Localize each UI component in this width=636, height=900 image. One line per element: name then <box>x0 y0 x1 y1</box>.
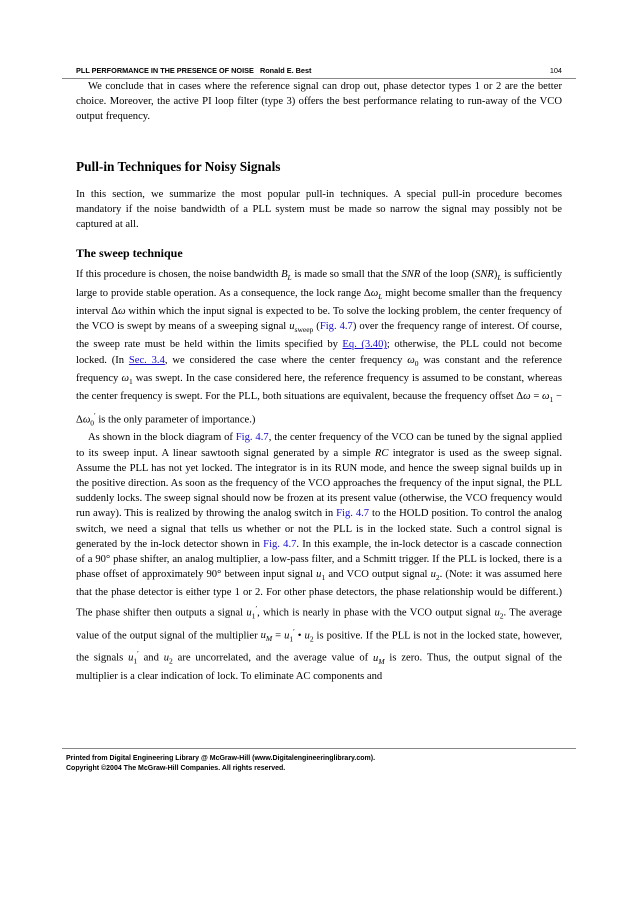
section-paragraph: In this section, we summarize the most popular pull-in techniques. A special pull-in procedure becomes mandatory if the noise bandwidth of a PLL system must be made so narrow the signal may possibly not be captured at all. <box>76 188 562 231</box>
footer <box>66 754 566 773</box>
eq-3-40-link[interactable]: Eq. (3.40) <box>342 339 387 351</box>
intro-paragraph: We conclude that in cases where the reference signal can drop out, phase detector types 1 or 2 are the better choice. Moreover, the active PI loop filter (type 3) offers the best performance relating to run-away of the VCO output frequency. <box>76 81 562 123</box>
fig-4-7-link-2[interactable]: Fig. 4.7 <box>235 432 269 444</box>
page-number: 104 <box>549 66 562 75</box>
sec-3-4-link[interactable]: Sec. 3.4 <box>128 354 165 366</box>
header-author: Ronald E. Best <box>259 66 312 75</box>
section-heading: Pull-in Techniques for Noisy Signals <box>76 158 281 174</box>
running-header <box>76 66 562 78</box>
fig-4-7-link[interactable]: Fig. 4.7 <box>319 321 353 333</box>
footer-line-2: Copyright ©2004 The McGraw-Hill Companies. All rights reserved. <box>66 764 286 772</box>
fig-4-7-link-3[interactable]: Fig. 4.7 <box>336 508 370 520</box>
body-text <box>76 79 562 684</box>
header-title <box>76 66 311 75</box>
footer-rule <box>62 748 576 749</box>
subsection-heading: The sweep technique <box>76 246 183 261</box>
header-title-text: PLL PERFORMANCE IN THE PRESENCE OF NOISE <box>76 66 254 75</box>
sweep-paragraph-2: As shown in the block diagram of Fig. 4.7, the center frequency of the VCO can be tuned by the signal applied to its sweep input. A linear sawtooth signal generated by a simple RC integrator is used as the sweep signal. Assume the PLL has not yet locked. The integrator is in its RUN mode, and hence the sweep signal builds up in the positive direction. As soon as the frequency of the VCO approaches the frequency of the input signal, the PLL suddenly locks. The sweep signal should now be frozen at its present value (otherwise, the VCO frequency would run away). This is realized by throwing the analog switch in Fig. 4.7 to the HOLD position. To control the analog switch, we need a signal that tells us whether or not the PLL is in the locked state. Such a control signal is generated by the in-lock detector shown in Fig. 4.7. In this example, the in-lock detector is a cascade connection of a 90° phase shifter, an analog multiplier, a low-pass filter, and a Schmitt trigger. If the PLL is locked, there is a phase offset of approximately 90° between input signal $u_1$ and VCO output signal $u_2$. (Note: it was assumed here that the phase detector is either type 1 or 2. For other phase detectors, the phase relationship would be different.) The phase shifter then outputs a signal $u_1'$, which is nearly in phase with the VCO output signal $u_2$. The average value of the output signal of the multiplier $u_M = u_1'$ • $u_2$ is positive. If the PLL is not in the locked state, however, the signals $u_1'$ and $u_2$ are uncorrelated, and the average value of $u_M$ is zero. Thus, the output signal of the multiplier is a clear indication of lock. To eliminate AC components and <box>76 432 563 683</box>
footer-line-1: Printed from Digital Engineering Library @ McGraw-Hill (www.Digitalengineeringlibrary.com). <box>66 755 376 762</box>
fig-4-7-link-4[interactable]: Fig. 4.7 <box>263 538 297 550</box>
sweep-paragraph-1: If this procedure is chosen, the noise bandwidth $B_L$ is made so small that the SNR of the loop $(SNR)_L$ is sufficiently large to provide stable operation. As a consequence, the lock range $\Delta\omega_L$ might become smaller than the frequency interval Δω within which the input signal is expected to be. To solve the locking problem, the center frequency of the VCO is swept by means of a sweeping signal $u_{sweep}$ (Fig. 4.7) over the frequency range of interest. Of course, the sweep rate must be held within the limits specified by Eq. (3.40); otherwise, the PLL could not become locked. (In Sec. 3.4, we considered the case where the center frequency $\omega_0$ was constant and the reference frequency $\omega_1$ was swept. In the case considered here, the reference frequency is assumed to be constant, whereas the center frequency is swept. For the PLL, both situations are equivalent, because the frequency offset $\Delta\omega = \omega_1 - \Delta\omega_0'$ is the only parameter of importance.) <box>76 269 563 428</box>
